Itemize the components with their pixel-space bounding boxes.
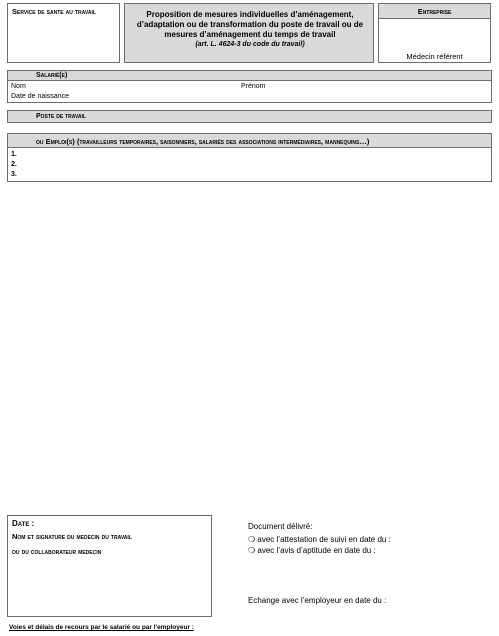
- service-box: [7, 3, 120, 63]
- entreprise-label: Entreprise: [417, 7, 452, 16]
- title-line-3: mesures d’aménagement du temps de travail: [164, 30, 336, 39]
- aptitude-option: ❍ avec l’avis d’aptitude en date du :: [248, 546, 376, 555]
- emploi-header: [7, 133, 492, 148]
- poste-label: Poste de travail: [36, 113, 87, 120]
- salarie-label: Salarié(e): [36, 72, 68, 79]
- prenom-label: Prénom: [241, 83, 266, 90]
- nom-label: Nom: [11, 83, 26, 90]
- signature-label-line2: ou du collaborateur medecin: [12, 547, 102, 556]
- service-label: Service de sante au travail: [12, 7, 96, 16]
- medecin-referent-label: Médecin référent: [406, 52, 463, 61]
- list-item: 1.: [11, 151, 17, 158]
- title-line-1: Proposition de mesures individuelles d’aménagement,: [146, 10, 354, 19]
- echange-employeur-label: Echange avec l’employeur en date du :: [248, 596, 387, 605]
- list-item: 2.: [11, 161, 17, 168]
- salarie-body: [7, 80, 492, 103]
- list-item: 3.: [11, 171, 17, 178]
- legal-reference: (art. L. 4624-3 du code du travail): [195, 41, 305, 48]
- form-title: [125, 10, 375, 50]
- title-box: [124, 3, 374, 63]
- recours-label: Voies et délais de recours par le salarié ou par l'employeur :: [9, 624, 194, 631]
- emploi-label: ou Emploi(s) (travailleurs temporaires, saisonniers, salariés des associations intermédiaires, mannequins…): [36, 137, 370, 146]
- signature-label-line1: Nom et signature du medecin du travail: [12, 532, 132, 541]
- date-naissance-label: Date de naissance: [11, 93, 69, 100]
- attestation-option: ❍ avec l’attestation de suivi en date du :: [248, 535, 391, 544]
- poste-header: [7, 110, 492, 123]
- title-line-2: d’adaptation ou de transformation du poste de travail ou de: [136, 20, 364, 29]
- emploi-list: [7, 147, 492, 182]
- entreprise-box: [378, 3, 491, 63]
- document-delivre-label: Document délivré:: [248, 522, 313, 531]
- date-label: Date :: [12, 519, 35, 528]
- signature-box: [7, 515, 212, 617]
